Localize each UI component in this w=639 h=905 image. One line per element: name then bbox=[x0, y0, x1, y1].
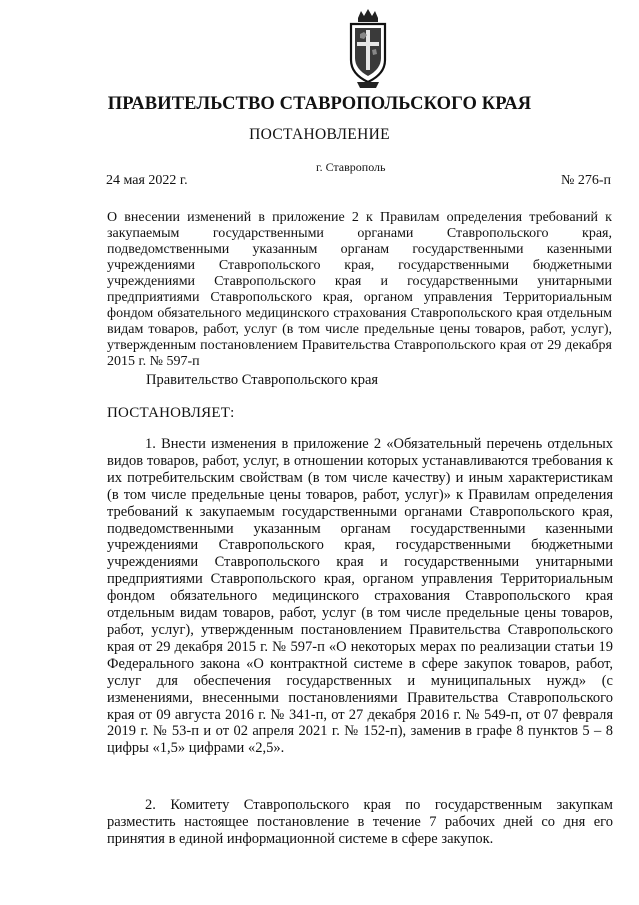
resolves-heading: ПОСТАНОВЛЯЕТ: bbox=[107, 405, 235, 421]
preamble: Правительство Ставропольского края bbox=[146, 372, 379, 388]
paragraph-2: 2. Комитету Ставропольского края по государственным закупкам разместить настоящее постановление в течение 7 рабочих дней со дня его принятия в единой информационной системе в сфере закупок. bbox=[107, 797, 613, 847]
document-number: № 276-п bbox=[560, 173, 611, 188]
document-type: ПОСТАНОВЛЕНИЕ bbox=[249, 126, 390, 143]
document-date: 24 мая 2022 г. bbox=[106, 173, 188, 188]
paragraph-1: 1. Внести изменения в приложение 2 «Обязательный перечень отдельных видов товаров, работ, услуг, в отношении которых устанавливаются требования к их потребительским свойствам (в том числе качеству) и иным характеристикам (в том числе предельные цены товаров, работ, услуг)» к Правилам определения требований к закупаемым государственными органами Ставропольского края, подведомственными указанным органам государственными казенными учреждениями Ставропольского края, государственными бюджетными учреждениями Ставропольского края и государственными унитарными предприятиями Ставропольского края, органом управления Территориальным фондом обязательного медицинского страхования Ставропольского края отдельным видам товаров, работ, услуг (в том числе предельные цены товаров, работ, услуг), утвержденным постановлением Правительства Ставропольского края от 29 декабря 2015 г. № 597-п «О некоторых мерах по реализации статьи 19 Федерального закона «О контрактной системе в сфере закупок товаров, работ, услуг для обеспечения государственных и муниципальных нужд» (с изменениями, внесенными постановлениями Правительства Ставропольского края от 09 августа 2016 г. № 341-п, от 27 декабря 2016 г. № 549-п, от 07 февраля 2019 г. № 53-п и от 02 апреля 2021 г. № 152-п), заменив в графе 8 пунктов 5 – 8 цифры «1,5» цифрами «2,5». bbox=[107, 436, 613, 757]
city: г. Ставрополь bbox=[316, 160, 386, 174]
government-title: ПРАВИТЕЛЬСТВО СТАВРОПОЛЬСКОГО КРАЯ bbox=[107, 94, 532, 114]
coat-of-arms-icon bbox=[343, 8, 393, 90]
document-subject: О внесении изменений в приложение 2 к Правилам определения требований к закупаемым государственными органами Ставропольского края, подведомственными указанным органам государственными казенными учреждениями Ставропольского края, государственными бюджетными учреждениями Ставропольского края и государственными унитарными предприятиями Ставропольского края, органом управления Территориальным фондом обязательного медицинского страхования Ставропольского края отдельным видам товаров, работ, услуг (в том числе предельные цены товаров, работ, услуг), утвержденным постановлением Правительства Ставропольского края от 29 декабря 2015 г. № 597-п bbox=[107, 210, 612, 369]
